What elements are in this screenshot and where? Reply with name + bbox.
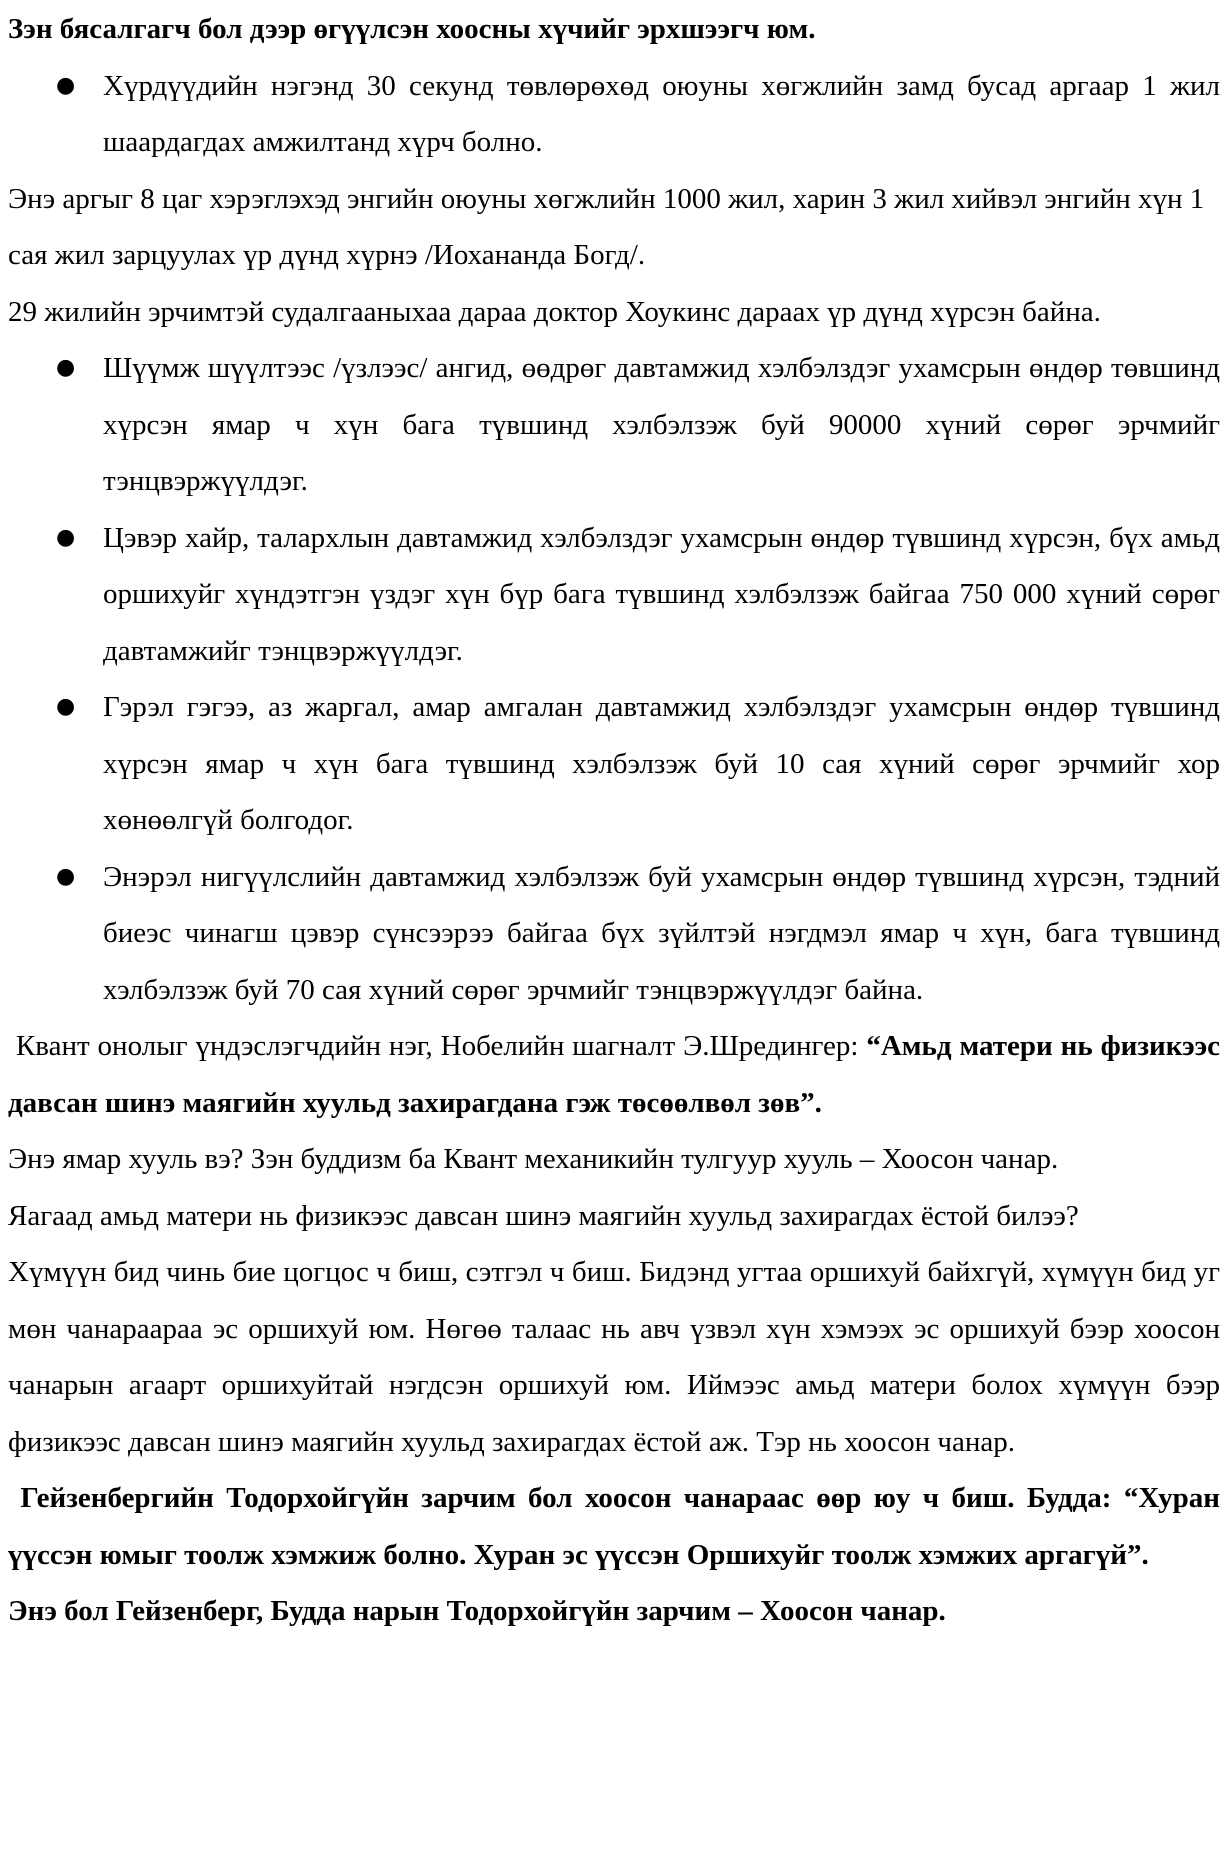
closing-paragraph: Энэ бол Гейзенберг, Будда нарын Тодорхойгүйн зарчим – Хоосон чанар. xyxy=(8,1595,946,1627)
quote-text: “Амьд матери нь физикээс давсан шинэ маягийн хуульд захирагдана гэж төсөөлвөл зөв”. xyxy=(8,1030,1220,1119)
bullet-icon: ● xyxy=(56,72,76,98)
quote-paragraph xyxy=(8,1018,1220,1131)
bullet-icon: ● xyxy=(56,694,76,719)
quote-intro: Квант онолыг үндэслэгчдийн нэг, Нобелийн шагналт Э.Шредингер: xyxy=(8,1030,867,1062)
bullet-icon: ● xyxy=(56,355,76,380)
bold-paragraph: Гейзенбергийн Тодорхойгүйн зарчим бол хоосон чанараас өөр юу ч биш. Будда: “Хуран үүссэн юмыг тоолж хэмжиж болно. Хуран эс үүссэн Оршихуйг тоолж хэмжих аргагүй”. xyxy=(8,1482,1228,1571)
list-item xyxy=(8,340,1220,510)
document-heading: Зэн бясалгагч бол дээр өгүүлсэн хоосны хүчийг эрхшээгч юм. xyxy=(8,13,816,45)
bullet-list-1 xyxy=(8,58,1220,171)
bullet-list-2 xyxy=(8,340,1220,1018)
paragraph: Энэ аргыг 8 цаг хэрэглэхэд энгийн оюуны хөгжлийн 1000 жил, харин 3 жил хийвэл энгийн хүн 1 сая жил зарцуулах үр дүнд хүрнэ /Иохананда Богд/. xyxy=(8,182,1205,271)
list-item xyxy=(8,679,1220,849)
bullet-icon: ● xyxy=(56,863,76,889)
list-item-text: Шүүмж шүүлтээс /үзлээс/ ангид, өөдрөг давтамжид хэлбэлздэг ухамсрын өндөр төвшинд хүрсэн ямар ч хүн бага түвшинд хэлбэлзэж буй 90000 хүний сөрөг эрчмийг тэнцвэржүүлдэг. xyxy=(103,352,1220,497)
list-item-text: Хүрдүүдийн нэгэнд 30 секунд төвлөрөхөд оюуны хөгжлийн замд бусад аргаар 1 жил шаардагдах амжилтанд хүрч болно. xyxy=(103,69,1220,158)
list-item-text: Энэрэл нигүүлслийн давтамжид хэлбэлзэж буй ухамсрын өндөр түвшинд хүрсэн, тэдний биеэс чинагш цэвэр сүнсээрээ байгаа бүх зүйлтэй нэгдмэл ямар ч хүн, бага түвшинд хэлбэлзэж буй 70 сая хүний сөрөг эрчмийг тэнцвэржүүлдэг байна. xyxy=(103,860,1220,1006)
list-item xyxy=(8,849,1220,1019)
paragraph: Яагаад амьд матери нь физикээс давсан шинэ маягийн хуульд захирагдах ёстой билээ? xyxy=(8,1199,1079,1232)
paragraph: 29 жилийн эрчимтэй судалгааныхаа дараа доктор Хоукинс дараах үр дүнд хүрсэн байна. xyxy=(8,295,1101,328)
list-item xyxy=(8,510,1220,680)
paragraph: Хүмүүн бид чинь бие цогцос ч биш, сэтгэл ч биш. Бидэнд угтаа оршихуй байхгүй, хүмүүн бид уг мөн чанараараа эс оршихуй юм. Нөгөө талаас нь авч үзвэл хүн хэмээх эс оршихуй бээр хоосон чанарын агаарт оршихуйтай нэгдсэн оршихуй юм. Иймээс амьд матери болох хүмүүн бээр физикээс давсан шинэ маягийн хуульд захирагдах ёстой аж. Тэр нь хоосон чанар. xyxy=(8,1256,1220,1458)
paragraph: Энэ ямар хууль вэ? Зэн буддизм ба Квант механикийн тулгуур хууль – Хоосон чанар. xyxy=(8,1143,1059,1175)
list-item-text: Цэвэр хайр, талархлын давтамжид хэлбэлздэг ухамсрын өндөр түвшинд хүрсэн, бүх амьд оршихуйг хүндэтгэн үздэг хүн бүр бага түвшинд хэлбэлзэж байгаа 750 000 хүний сөрөг давтамжийг тэнцвэржүүлдэг. xyxy=(103,521,1220,667)
bullet-icon: ● xyxy=(56,524,76,550)
list-item xyxy=(8,58,1220,171)
list-item-text: Гэрэл гэгээ, аз жаргал, амар амгалан давтамжид хэлбэлздэг ухамсрын өндөр түвшинд хүрсэн ямар ч хүн бага түвшинд хэлбэлзэж буй 10 сая хүний сөрөг эрчмийг хор хөнөөлгүй болгодог. xyxy=(103,691,1220,836)
